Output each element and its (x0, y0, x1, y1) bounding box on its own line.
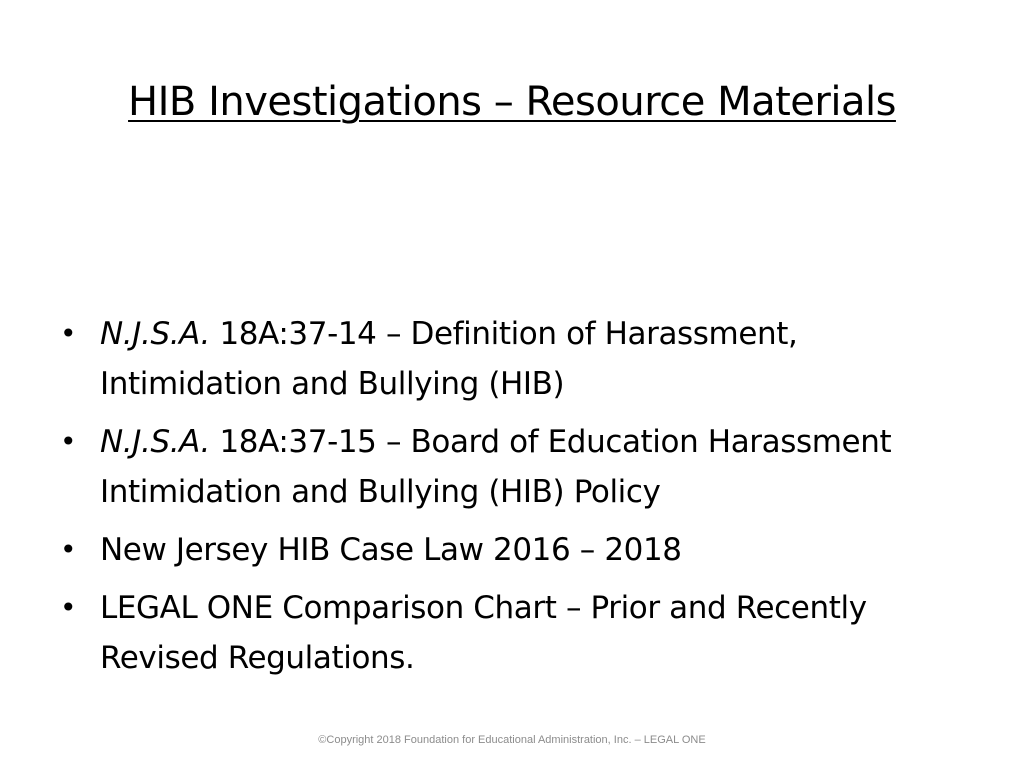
bullet-text: New Jersey HIB Case Law 2016 – 2018 (100, 532, 682, 568)
statute-abbreviation: N.J.S.A. (100, 424, 211, 460)
slide-title: HIB Investigations – Resource Materials (128, 79, 896, 125)
list-item (58, 309, 958, 409)
bullet-icon: • (60, 317, 77, 350)
list-item (58, 417, 958, 517)
list-item (58, 525, 958, 575)
bullet-text: 18A:37-14 – Definition of Harassment, Intimidation and Bullying (HIB) (100, 316, 798, 402)
bullet-text: LEGAL ONE Comparison Chart – Prior and Recently Revised Regulations. (100, 590, 867, 676)
bullet-text: 18A:37-15 – Board of Education Harassment Intimidation and Bullying (HIB) Policy (100, 424, 892, 510)
list-item (58, 583, 958, 683)
statute-abbreviation: N.J.S.A. (100, 316, 211, 352)
bullet-list (58, 309, 958, 691)
bullet-icon: • (60, 533, 77, 566)
copyright-footer: ©Copyright 2018 Foundation for Educational Administration, Inc. – LEGAL ONE (318, 734, 706, 746)
bullet-icon: • (60, 425, 77, 458)
bullet-icon: • (60, 591, 77, 624)
